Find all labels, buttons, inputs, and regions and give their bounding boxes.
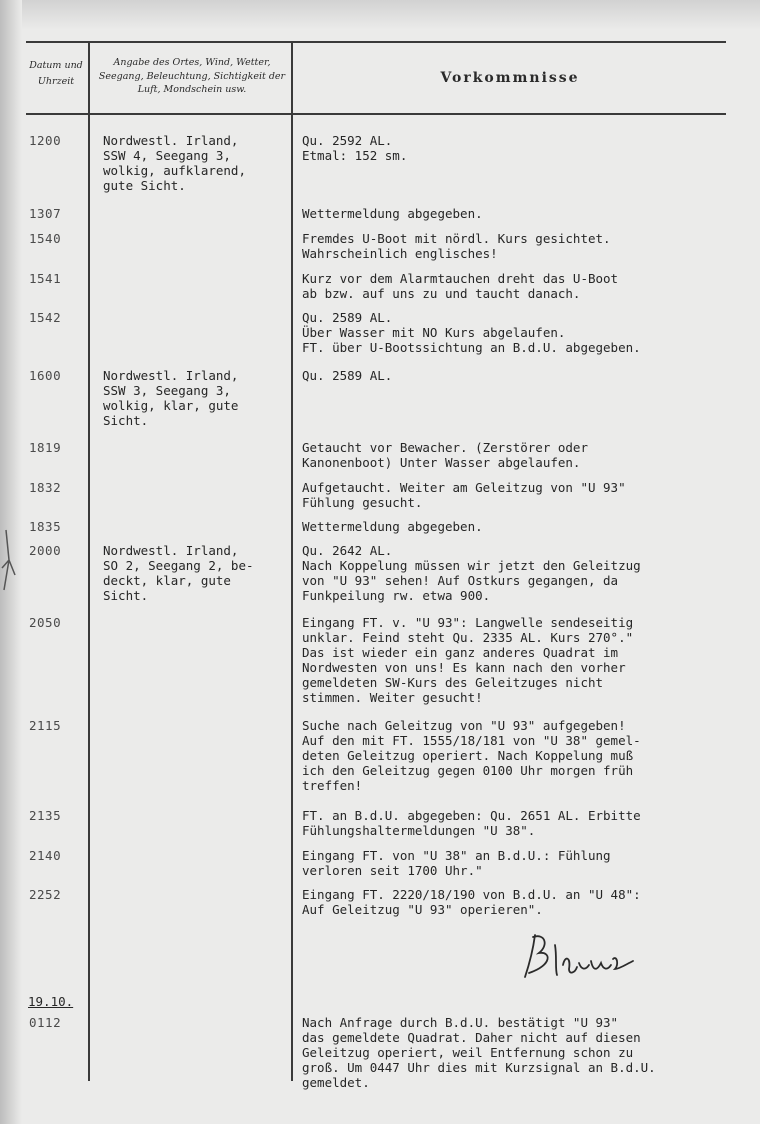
- entry-text: Eingang FT. von "U 38" an B.d.U.: Fühlung verloren seit 1700 Uhr.": [302, 848, 611, 878]
- entry-time: 1835: [29, 519, 62, 534]
- entry-text: Wettermeldung abgegeben.: [302, 206, 483, 221]
- entry-text: Wettermeldung abgegeben.: [302, 519, 483, 534]
- entry-text: Aufgetaucht. Weiter am Geleitzug von "U 93" Fühlung gesucht.: [302, 480, 626, 510]
- header-events: Vorkommnisse: [440, 70, 580, 86]
- entry-time: 1832: [29, 480, 62, 495]
- date-marker: 19.10.: [28, 994, 74, 1009]
- entry-text: Suche nach Geleitzug von "U 93" aufgegeben! Auf den mit FT. 1555/18/181 von "U 38" gemel- deten Geleitzug operiert. Nach Koppelung muß ich den Geleitzug gegen 0100 Uhr morgen früh treffen!: [302, 718, 641, 793]
- entry-location: Nordwestl. Irland, SO 2, Seegang 2, be- deckt, klar, gute Sicht.: [103, 543, 254, 603]
- entry-text: Qu. 2589 AL. Über Wasser mit NO Kurs abgelaufen. FT. über U-Bootssichtung an B.d.U. abgegeben.: [302, 310, 641, 355]
- entry-location: Nordwestl. Irland, SSW 3, Seegang 3, wolkig, klar, gute Sicht.: [103, 368, 239, 428]
- top-rule: [26, 41, 726, 43]
- entry-time: 2115: [29, 718, 62, 733]
- entry-text: FT. an B.d.U. abgegeben: Qu. 2651 AL. Erbitte Fühlungshaltermeldungen "U 38".: [302, 808, 641, 838]
- entry-text: Eingang FT. 2220/18/190 von B.d.U. an "U 48": Auf Geleitzug "U 93" operieren".: [302, 887, 641, 917]
- entry-text: Nach Anfrage durch B.d.U. bestätigt "U 93" das gemeldete Quadrat. Daher nicht auf diesen Geleitzug operiert, weil Entfernung schon zu groß. Um 0447 Uhr dies mit Kurzsignal an B.d.U. gemeldet.: [302, 1015, 656, 1090]
- entry-text: Eingang FT. v. "U 93": Langwelle sendeseitig unklar. Feind steht Qu. 2335 AL. Kurs 270°." Das ist wieder ein ganz anderes Quadrat im Nordwesten von uns! Es kann nach den vorher gemeldeten SW-Kurs des Geleitzuges nicht stimmen. Weiter gesucht!: [302, 615, 634, 705]
- entry-time: 2135: [29, 808, 62, 823]
- entry-text: Qu. 2642 AL. Nach Koppelung müssen wir jetzt den Geleitzug von "U 93" sehen! Auf Ostkurs gegangen, da Funkpeilung rw. etwa 900.: [302, 543, 641, 603]
- entry-time: 1540: [29, 231, 62, 246]
- entry-time: 1307: [29, 206, 62, 221]
- entry-time: 2050: [29, 615, 62, 630]
- entry-time: 0112: [29, 1015, 62, 1030]
- entry-time: 1600: [29, 368, 62, 383]
- entry-time: 1200: [29, 133, 62, 148]
- ink-stain: [0, 520, 18, 610]
- entry-time: 1541: [29, 271, 62, 286]
- entry-time: 1542: [29, 310, 62, 325]
- entry-text: Kurz vor dem Alarmtauchen dreht das U-Boot ab bzw. auf uns zu und taucht danach.: [302, 271, 619, 301]
- header-date-time: Datum und Uhrzeit: [29, 60, 83, 87]
- column-divider-2: [291, 41, 293, 1081]
- page-shadow-top: [0, 0, 760, 30]
- entry-time: 2252: [29, 887, 62, 902]
- entry-text: Qu. 2589 AL.: [302, 368, 393, 383]
- entry-text: Getaucht vor Bewacher. (Zerstörer oder Kanonenboot) Unter Wasser abgelaufen.: [302, 440, 588, 470]
- entry-text: Qu. 2592 AL. Etmal: 152 sm.: [302, 133, 408, 163]
- handwritten-signature: [515, 925, 655, 985]
- header-bottom-rule: [26, 113, 726, 115]
- header-location-weather: Angabe des Ortes, Wind, Wetter, Seegang, Beleuchtung, Sichtigkeit der Luft, Mondschein usw.: [98, 57, 286, 95]
- entry-time: 1819: [29, 440, 62, 455]
- entry-time: 2140: [29, 848, 62, 863]
- entry-time: 2000: [29, 543, 62, 558]
- entry-text: Fremdes U-Boot mit nördl. Kurs gesichtet. Wahrscheinlich englisches!: [302, 231, 611, 261]
- column-divider-1: [88, 41, 90, 1081]
- entry-location: Nordwestl. Irland, SSW 4, Seegang 3, wolkig, aufklarend, gute Sicht.: [103, 133, 246, 193]
